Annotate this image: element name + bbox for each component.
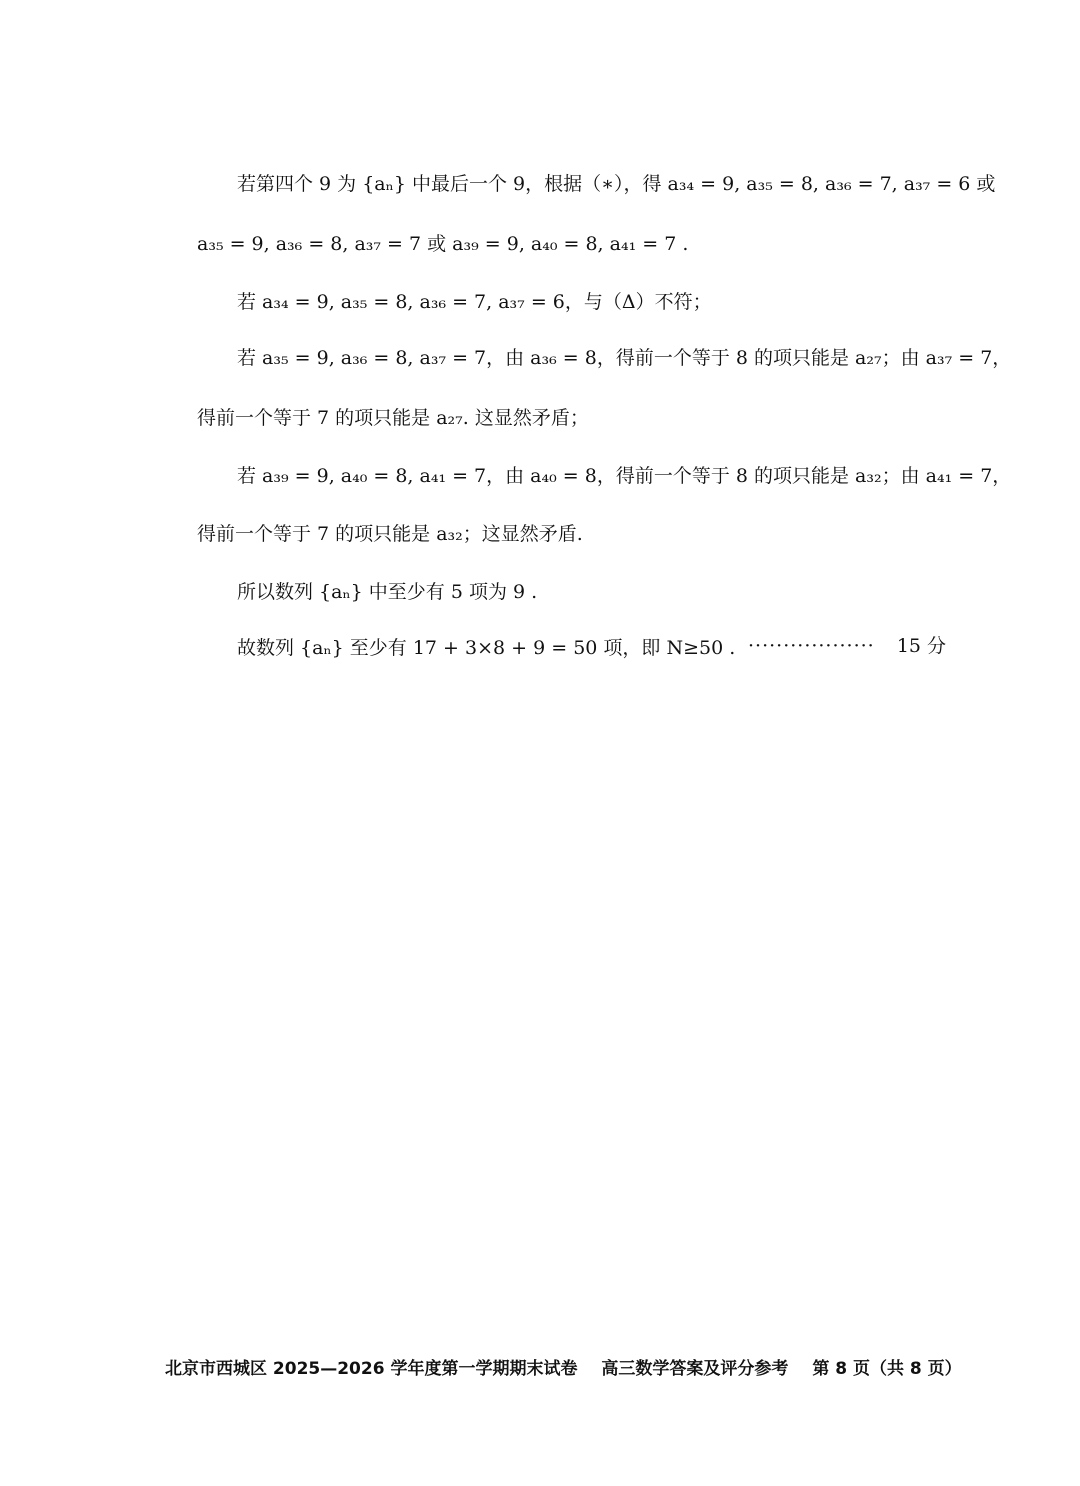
text-line-5: 得前一个等于 7 的项只能是 a₂₇. 这显然矛盾； — [197, 407, 589, 429]
score-points: 15 分 — [896, 635, 947, 657]
text-line-7: 得前一个等于 7 的项只能是 a₃₂；这显然矛盾. — [197, 523, 583, 545]
text-line-3: 若 a₃₄ = 9, a₃₅ = 8, a₃₆ = 7, a₃₇ = 6，与（Δ）不符； — [237, 291, 712, 313]
text-line-1: 若第四个 9 为 {aₙ} 中最后一个 9，根据（∗），得 a₃₄ = 9, a₃₅ = 8, a₃₆ = 7, a₃₇ = 6 或 — [237, 173, 996, 195]
score-marker — [748, 634, 946, 658]
text-line-9: 故数列 {aₙ} 至少有 17 + 3×8 + 9 = 50 项，即 N≥50 . — [237, 637, 736, 659]
text-line-2: a₃₅ = 9, a₃₆ = 8, a₃₇ = 7 或 a₃₉ = 9, a₄₀ = 8, a₄₁ = 7 . — [197, 233, 689, 255]
text-line-4: 若 a₃₅ = 9, a₃₆ = 8, a₃₇ = 7，由 a₃₆ = 8，得前一个等于 8 的项只能是 a₂₇；由 a₃₇ = 7， — [237, 347, 1012, 369]
page-footer — [165, 1358, 962, 1380]
footer-exam-title: 北京市西城区 2025—2026 学年度第一学期期末试卷 — [165, 1359, 578, 1379]
text-line-8: 所以数列 {aₙ} 中至少有 5 项为 9 . — [237, 581, 538, 603]
text-line-6: 若 a₃₉ = 9, a₄₀ = 8, a₄₁ = 7，由 a₄₀ = 8，得前一个等于 8 的项只能是 a₃₂；由 a₄₁ = 7， — [237, 465, 1012, 487]
score-dots: ·················· — [748, 635, 875, 657]
footer-subject: 高三数学答案及评分参考 — [601, 1359, 789, 1379]
footer-page-number: 第 8 页（共 8 页） — [812, 1359, 962, 1379]
